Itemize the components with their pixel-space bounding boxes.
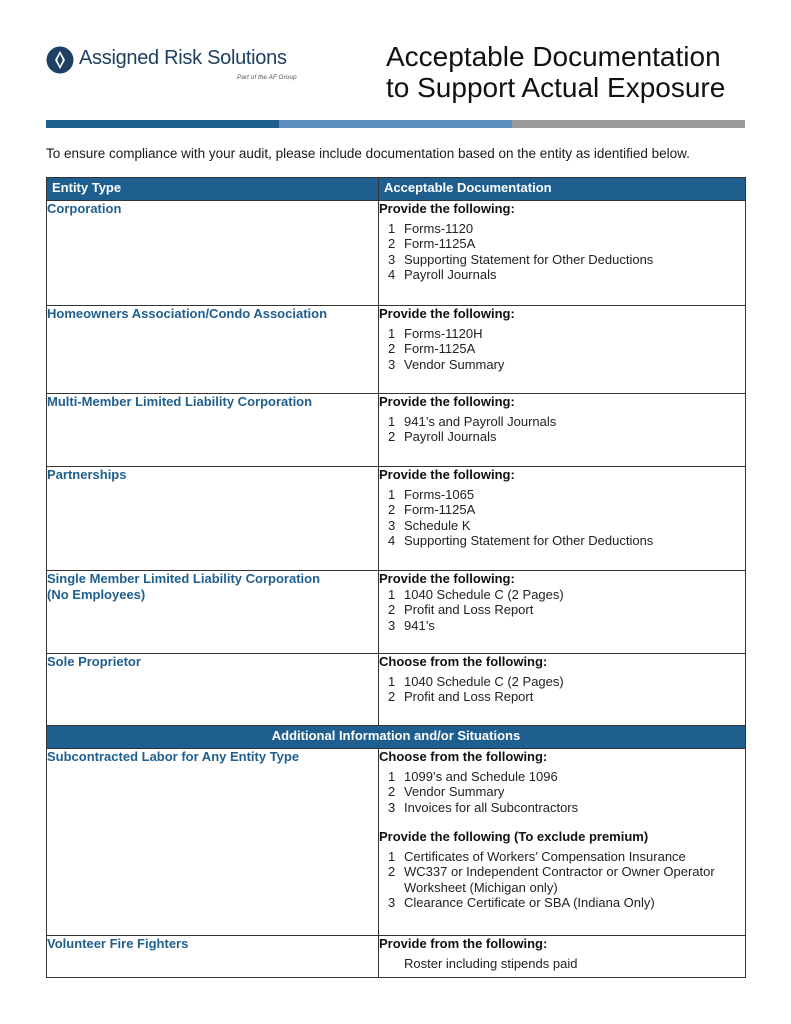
doc-list (379, 221, 745, 283)
lead-text: Choose from the following: (379, 749, 548, 764)
item-number: 2 (388, 341, 396, 356)
logo-name: Assigned Risk Solutions (79, 47, 287, 69)
lead-text: Provide the following: (379, 306, 515, 321)
item-number: 1 (388, 673, 396, 689)
item-text: Supporting Statement for Other Deductions (404, 533, 654, 548)
list-item (379, 784, 745, 800)
list-item (379, 236, 745, 252)
table-row (47, 306, 746, 394)
entity-line-2: (No Employees) (47, 587, 146, 602)
list-item (379, 864, 745, 895)
title-line-2: to Support Actual Exposure (386, 72, 726, 103)
list-item (379, 326, 745, 342)
item-text: Clearance Certificate or SBA (Indiana Only) (404, 895, 655, 910)
color-bar (46, 120, 745, 128)
item-text: Certificates of Workers’ Compensation Insurance (404, 848, 686, 864)
lead-text: Provide from the following: (379, 936, 548, 951)
section-header-additional-information: Additional Information and/or Situations (47, 726, 746, 749)
item-number: 3 (388, 895, 396, 910)
doc-list (379, 769, 745, 816)
item-number: 2 (388, 784, 396, 799)
docs-cell (379, 467, 746, 571)
item-number: 3 (388, 517, 396, 533)
item-number: 3 (388, 799, 396, 815)
lead-text: Provide the following: (379, 571, 515, 586)
item-text: 1099’s and Schedule 1096 (404, 768, 558, 784)
item-number: 2 (388, 236, 396, 251)
doc-list (379, 674, 745, 705)
doc-list (379, 587, 745, 634)
item-text: Form-1125A (404, 341, 476, 356)
list-item (379, 414, 745, 430)
item-text: 1040 Schedule C (2 Pages) (404, 586, 564, 602)
table-row (47, 749, 746, 936)
docs-cell (379, 394, 746, 467)
entity-subcontracted-labor: Subcontracted Labor for Any Entity Type (47, 749, 379, 936)
list-item (379, 674, 745, 690)
docs-cell (379, 306, 746, 394)
doc-list (379, 487, 745, 549)
item-number: 2 (388, 689, 396, 704)
docs-cell (379, 654, 746, 726)
item-text: Vendor Summary (404, 784, 505, 799)
table-row (47, 654, 746, 726)
list-item (379, 895, 745, 911)
list-item (379, 487, 745, 503)
item-number: 1 (388, 486, 396, 502)
list-item (379, 769, 745, 785)
table-row (47, 571, 746, 654)
table-row (47, 201, 746, 306)
item-number: 1 (388, 586, 396, 602)
item-text: Payroll Journals (404, 429, 497, 444)
roster-note: Roster including stipends paid (404, 955, 578, 971)
entity-volunteer-fire-fighters: Volunteer Fire Fighters (47, 936, 379, 978)
item-text: Profit and Loss Report (404, 602, 534, 617)
page-title (386, 41, 766, 103)
list-item (379, 357, 745, 373)
company-logo (46, 44, 306, 88)
item-number: 2 (388, 864, 396, 879)
item-number: 2 (388, 602, 396, 617)
docs-cell (379, 571, 746, 654)
item-text: Vendor Summary (404, 356, 505, 372)
item-text: WC337 or Independent Contractor or Owner Operator Worksheet (Michigan only) (404, 864, 715, 895)
title-line-1: Acceptable Documentation (386, 41, 721, 72)
item-text: Form-1125A (404, 502, 476, 517)
entity-single-member-llc (47, 571, 379, 654)
item-text: Profit and Loss Report (404, 689, 534, 704)
table-header-row (47, 178, 746, 201)
item-text: Schedule K (404, 517, 471, 533)
list-item (379, 689, 745, 705)
entity-homeowners-association: Homeowners Association/Condo Association (47, 306, 379, 394)
item-number: 2 (388, 429, 396, 444)
doc-list (379, 414, 745, 445)
item-number: 1 (388, 848, 396, 864)
logo-tagline: Part of the AF Group (237, 74, 297, 81)
item-text: 1040 Schedule C (2 Pages) (404, 673, 564, 689)
entity-partnerships: Partnerships (47, 467, 379, 571)
doc-list (379, 849, 745, 911)
color-bar-segment (279, 120, 512, 128)
item-number: 3 (388, 356, 396, 372)
color-bar-segment (512, 120, 745, 128)
item-number: 1 (388, 325, 396, 341)
doc-list (379, 326, 745, 373)
list-item (379, 533, 745, 549)
docs-cell (379, 749, 746, 936)
item-text: Form-1125A (404, 236, 476, 251)
list-item (379, 341, 745, 357)
list-item (379, 800, 745, 816)
section-header-row (47, 726, 746, 749)
lead-text: Choose from the following: (379, 654, 548, 669)
item-number: 3 (388, 251, 396, 267)
item-number: 4 (388, 267, 396, 282)
docs-cell (379, 201, 746, 306)
item-number: 1 (388, 768, 396, 784)
entity-sole-proprietor: Sole Proprietor (47, 654, 379, 726)
item-text: Forms-1120 (404, 220, 474, 236)
lead-text: Provide the following: (379, 394, 515, 409)
item-text: 941’s and Payroll Journals (404, 413, 557, 429)
entity-line-1: Single Member Limited Liability Corporation (47, 571, 321, 586)
list-item (379, 618, 745, 634)
item-number: 4 (388, 533, 396, 548)
item-text: Forms-1120H (404, 325, 483, 341)
list-item (379, 502, 745, 518)
header-entity-type: Entity Type (47, 178, 379, 201)
list-item (379, 252, 745, 268)
list-item (379, 429, 745, 445)
list-item (379, 267, 745, 283)
header-acceptable-documentation: Acceptable Documentation (379, 178, 746, 201)
docs-cell (379, 936, 746, 978)
list-item (379, 587, 745, 603)
item-text: Supporting Statement for Other Deductions (404, 251, 654, 267)
list-item (379, 602, 745, 618)
documentation-table (46, 177, 746, 978)
entity-multi-member-llc: Multi-Member Limited Liability Corporation (47, 394, 379, 467)
table-row (47, 936, 746, 978)
item-text: 941’s (404, 617, 435, 633)
lead-text: Provide the following: (379, 467, 515, 482)
list-item (379, 849, 745, 865)
page-header (0, 0, 791, 130)
item-number: 1 (388, 220, 396, 236)
item-text: Payroll Journals (404, 267, 497, 282)
intro-text: To ensure compliance with your audit, please include documentation based on the entity as identified below. (46, 146, 690, 161)
item-number: 1 (388, 413, 396, 429)
logo-diamond-icon (46, 46, 74, 74)
item-text: Forms-1065 (404, 486, 475, 502)
list-item (379, 221, 745, 237)
color-bar-segment (46, 120, 279, 128)
item-number: 2 (388, 502, 396, 517)
list-item (379, 518, 745, 534)
table-row (47, 467, 746, 571)
lead-text-exclude-premium: Provide the following (To exclude premium) (379, 829, 649, 844)
table-row (47, 394, 746, 467)
item-text: Invoices for all Subcontractors (404, 799, 579, 815)
entity-corporation: Corporation (47, 201, 379, 306)
lead-text: Provide the following: (379, 201, 515, 216)
item-number: 3 (388, 617, 396, 633)
